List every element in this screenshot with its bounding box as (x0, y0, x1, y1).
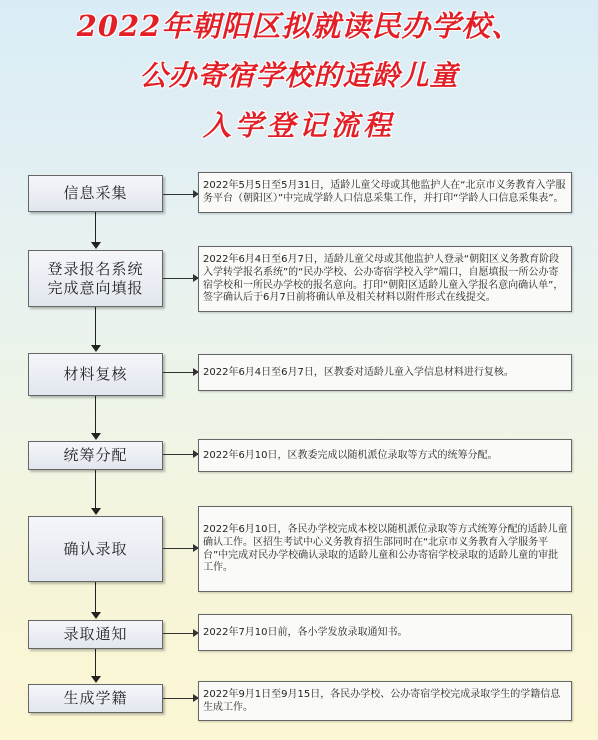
step-connector-arrow (163, 194, 198, 195)
step-connector-arrow (163, 372, 198, 373)
flow-arrow (91, 433, 101, 440)
flow-connector (95, 396, 96, 433)
step-info-collection-desc (198, 172, 572, 213)
flow-connector (95, 212, 96, 242)
step-connector-arrow (163, 548, 198, 549)
step-confirm-admission-desc (198, 506, 572, 592)
flow-connector (95, 582, 96, 612)
step-register-intention-desc (198, 246, 572, 312)
step-desc-text: 2022年6月10日，区教委完成以随机派位录取等方式的统筹分配。 (203, 449, 498, 461)
step-generate-status-desc (198, 681, 572, 721)
flow-connector (95, 307, 96, 345)
flow-arrow (91, 676, 101, 683)
step-connector-arrow (163, 278, 198, 279)
title-line-1: 2022年朝阳区拟就读民办学校、 (76, 9, 522, 43)
flow-arrow (91, 612, 101, 619)
step-material-review-desc (198, 354, 572, 391)
step-desc-text: 2022年5月5日至5月31日，适龄儿童父母或其他监护人在“北京市义务教育入学服务平台（朝阳区）”中完成学龄人口信息采集工作，并打印“学龄人口信息采集表”。 (203, 180, 566, 204)
step-register-intention: 登录报名系统完成意向填报 (28, 250, 163, 307)
step-desc-text: 2022年6月4日至6月7日，区教委对适龄儿童入学信息材料进行复核。 (203, 366, 514, 378)
title-line-3: 入学登记流程 (202, 109, 395, 142)
step-allocation-desc (198, 439, 572, 472)
step-desc-text: 2022年7月10日前，各小学发放录取通知书。 (203, 626, 408, 638)
step-desc-text: 2022年6月10日，各民办学校完成本校以随机派位录取等方式统筹分配的适龄儿童确认工作。区招生考试中心义务教育招生部同时在“北京市义务教育入学服务平台”中完成对民办学校确认录取的适龄儿童和公办寄宿学校录取的适龄儿童的审批工作。 (203, 524, 568, 574)
step-admission-notice-desc (198, 614, 572, 651)
step-material-review: 材料复核 (28, 353, 163, 396)
step-connector-arrow (163, 454, 198, 455)
flow-arrow (91, 508, 101, 515)
step-connector-arrow (163, 633, 198, 634)
step-desc-text: 2022年6月4日至6月7日，适龄儿童父母或其他监护人登录“朝阳区义务教育阶段入学转学报名系统”的“民办学校、公办寄宿学校入学”端口，自愿填报一所公办寄宿学校和一所民办学校的报名意向。打印“朝阳区适龄儿童入学报名意向确认单”，签字确认后于6月7日前将确认单及相关材料以附件形式在线提交。 (203, 254, 564, 304)
step-allocation: 统筹分配 (28, 441, 163, 470)
step-confirm-admission: 确认录取 (28, 516, 163, 582)
step-desc-text: 2022年9月1日至9月15日，各民办学校、公办寄宿学校完成录取学生的学籍信息生成工作。 (203, 688, 561, 713)
flow-connector (95, 470, 96, 508)
step-admission-notice: 录取通知 (28, 620, 163, 649)
flow-arrow (91, 242, 101, 249)
flow-arrow (91, 345, 101, 352)
step-info-collection: 信息采集 (28, 175, 163, 212)
title-line-2: 公办寄宿学校的适龄儿童 (139, 59, 459, 92)
flow-connector (95, 649, 96, 676)
step-connector-arrow (163, 698, 198, 699)
step-generate-status: 生成学籍 (28, 684, 163, 713)
